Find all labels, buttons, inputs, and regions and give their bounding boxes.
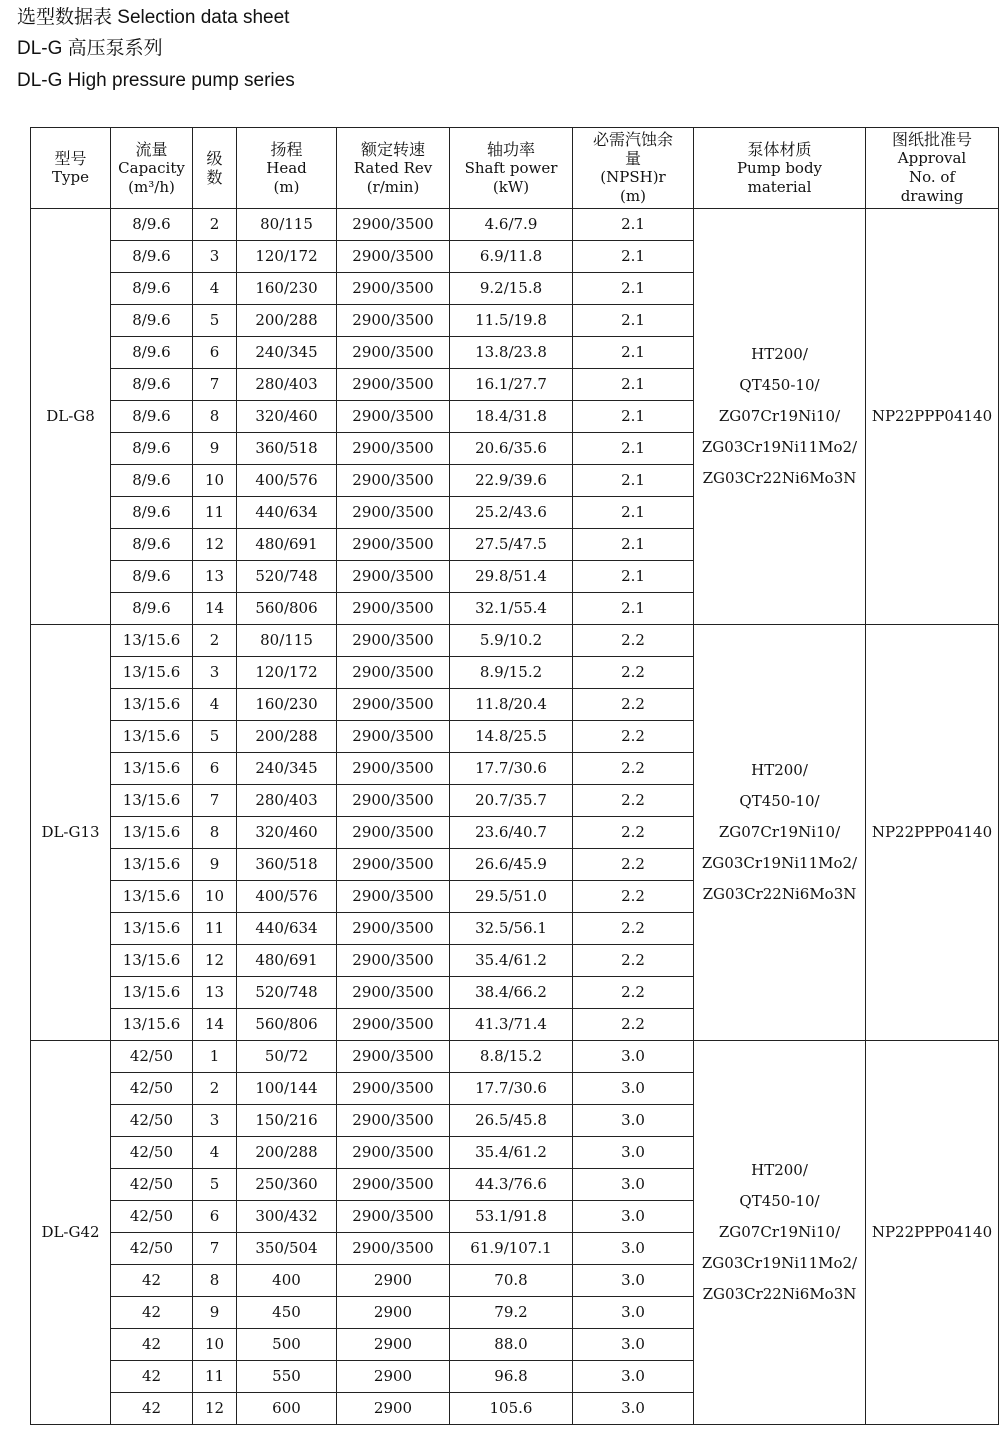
header-approval: 图纸批准号 Approval No. of drawing	[866, 128, 999, 209]
cell-npsh: 2.1	[573, 593, 694, 625]
cell-capacity: 13/15.6	[111, 657, 193, 689]
cell-head: 480/691	[237, 945, 337, 977]
cell-capacity: 13/15.6	[111, 945, 193, 977]
cell-rated-rev: 2900/3500	[337, 593, 450, 625]
cell-shaft-power: 9.2/15.8	[450, 273, 573, 305]
cell-capacity: 8/9.6	[111, 497, 193, 529]
cell-capacity: 8/9.6	[111, 593, 193, 625]
table-row	[31, 625, 999, 657]
sheet-title: 选型数据表 Selection data sheet	[17, 7, 290, 28]
cell-shaft-power: 35.4/61.2	[450, 1137, 573, 1169]
material-line: ZG07Cr19Ni10/	[718, 1223, 841, 1241]
cell-npsh: 2.1	[573, 337, 694, 369]
cell-material	[694, 1041, 866, 1425]
cell-head: 520/748	[237, 977, 337, 1009]
cell-head: 360/518	[237, 849, 337, 881]
cell-npsh: 2.1	[573, 529, 694, 561]
cell-npsh: 2.1	[573, 401, 694, 433]
cell-head: 120/172	[237, 241, 337, 273]
cell-shaft-power: 41.3/71.4	[450, 1009, 573, 1041]
cell-head: 250/360	[237, 1169, 337, 1201]
cell-head: 200/288	[237, 1137, 337, 1169]
cell-rated-rev: 2900/3500	[337, 625, 450, 657]
material-line: ZG03Cr22Ni6Mo3N	[702, 885, 857, 903]
cell-head: 300/432	[237, 1201, 337, 1233]
cell-stages: 12	[193, 945, 237, 977]
cell-rated-rev: 2900/3500	[337, 689, 450, 721]
header-type: 型号 Type	[31, 128, 111, 209]
cell-stages: 9	[193, 849, 237, 881]
cell-capacity: 8/9.6	[111, 209, 193, 241]
cell-rated-rev: 2900/3500	[337, 273, 450, 305]
cell-head: 360/518	[237, 433, 337, 465]
cell-capacity: 8/9.6	[111, 273, 193, 305]
cell-npsh: 2.1	[573, 369, 694, 401]
material-line: HT200/	[751, 761, 808, 779]
cell-shaft-power: 13.8/23.8	[450, 337, 573, 369]
cell-stages: 2	[193, 1073, 237, 1105]
cell-shaft-power: 79.2	[450, 1297, 573, 1329]
cell-type: DL-G8	[31, 209, 111, 625]
cell-capacity: 8/9.6	[111, 433, 193, 465]
cell-rated-rev: 2900/3500	[337, 209, 450, 241]
cell-npsh: 2.2	[573, 977, 694, 1009]
cell-shaft-power: 14.8/25.5	[450, 721, 573, 753]
cell-rated-rev: 2900/3500	[337, 433, 450, 465]
cell-capacity: 8/9.6	[111, 529, 193, 561]
cell-npsh: 3.0	[573, 1137, 694, 1169]
cell-rated-rev: 2900/3500	[337, 1201, 450, 1233]
cell-npsh: 2.2	[573, 1009, 694, 1041]
cell-rated-rev: 2900/3500	[337, 945, 450, 977]
cell-shaft-power: 26.6/45.9	[450, 849, 573, 881]
cell-capacity: 8/9.6	[111, 369, 193, 401]
cell-npsh: 2.1	[573, 241, 694, 273]
material-line: ZG07Cr19Ni10/	[718, 823, 841, 841]
cell-head: 150/216	[237, 1105, 337, 1137]
header-head: 扬程 Head (m)	[237, 128, 337, 209]
cell-stages: 8	[193, 401, 237, 433]
cell-rated-rev: 2900/3500	[337, 1073, 450, 1105]
cell-head: 520/748	[237, 561, 337, 593]
cell-rated-rev: 2900/3500	[337, 305, 450, 337]
series-title-en: DL-G High pressure pump series	[17, 70, 295, 91]
cell-capacity: 13/15.6	[111, 817, 193, 849]
cell-shaft-power: 8.8/15.2	[450, 1041, 573, 1073]
cell-head: 80/115	[237, 625, 337, 657]
cell-npsh: 3.0	[573, 1297, 694, 1329]
cell-head: 440/634	[237, 913, 337, 945]
cell-stages: 12	[193, 1393, 237, 1425]
cell-rated-rev: 2900	[337, 1393, 450, 1425]
cell-head: 350/504	[237, 1233, 337, 1265]
cell-capacity: 42	[111, 1393, 193, 1425]
cell-rated-rev: 2900/3500	[337, 1169, 450, 1201]
cell-shaft-power: 22.9/39.6	[450, 465, 573, 497]
cell-stages: 7	[193, 785, 237, 817]
cell-shaft-power: 25.2/43.6	[450, 497, 573, 529]
cell-head: 480/691	[237, 529, 337, 561]
cell-material	[694, 209, 866, 625]
cell-head: 160/230	[237, 689, 337, 721]
cell-npsh: 3.0	[573, 1201, 694, 1233]
cell-rated-rev: 2900/3500	[337, 1009, 450, 1041]
cell-shaft-power: 5.9/10.2	[450, 625, 573, 657]
cell-shaft-power: 88.0	[450, 1329, 573, 1361]
cell-head: 120/172	[237, 657, 337, 689]
cell-capacity: 8/9.6	[111, 241, 193, 273]
cell-capacity: 8/9.6	[111, 561, 193, 593]
cell-rated-rev: 2900	[337, 1329, 450, 1361]
cell-stages: 5	[193, 721, 237, 753]
cell-shaft-power: 20.7/35.7	[450, 785, 573, 817]
cell-shaft-power: 17.7/30.6	[450, 1073, 573, 1105]
cell-head: 400/576	[237, 881, 337, 913]
cell-stages: 4	[193, 1137, 237, 1169]
cell-stages: 4	[193, 273, 237, 305]
cell-type: DL-G42	[31, 1041, 111, 1425]
cell-stages: 8	[193, 817, 237, 849]
cell-head: 320/460	[237, 817, 337, 849]
cell-stages: 1	[193, 1041, 237, 1073]
cell-stages: 3	[193, 657, 237, 689]
selection-data-table	[30, 127, 999, 1425]
cell-capacity: 13/15.6	[111, 881, 193, 913]
cell-npsh: 2.2	[573, 625, 694, 657]
cell-capacity: 13/15.6	[111, 625, 193, 657]
cell-approval: NP22PPP04140	[866, 1041, 999, 1425]
cell-rated-rev: 2900/3500	[337, 241, 450, 273]
header-material: 泵体材质 Pump body material	[694, 128, 866, 209]
cell-capacity: 13/15.6	[111, 753, 193, 785]
cell-stages: 3	[193, 241, 237, 273]
cell-capacity: 42/50	[111, 1201, 193, 1233]
cell-stages: 5	[193, 1169, 237, 1201]
cell-shaft-power: 4.6/7.9	[450, 209, 573, 241]
cell-capacity: 42/50	[111, 1137, 193, 1169]
material-line: QT450-10/	[739, 1192, 820, 1210]
cell-head: 400	[237, 1265, 337, 1297]
cell-head: 100/144	[237, 1073, 337, 1105]
cell-npsh: 2.2	[573, 817, 694, 849]
header-rated-rev: 额定转速 Rated Rev (r/min)	[337, 128, 450, 209]
cell-head: 560/806	[237, 593, 337, 625]
cell-rated-rev: 2900/3500	[337, 497, 450, 529]
cell-npsh: 2.1	[573, 209, 694, 241]
cell-stages: 6	[193, 337, 237, 369]
cell-head: 200/288	[237, 305, 337, 337]
cell-capacity: 8/9.6	[111, 465, 193, 497]
cell-shaft-power: 20.6/35.6	[450, 433, 573, 465]
cell-rated-rev: 2900/3500	[337, 561, 450, 593]
cell-capacity: 42/50	[111, 1041, 193, 1073]
cell-stages: 10	[193, 1329, 237, 1361]
cell-rated-rev: 2900/3500	[337, 977, 450, 1009]
cell-shaft-power: 53.1/91.8	[450, 1201, 573, 1233]
cell-shaft-power: 8.9/15.2	[450, 657, 573, 689]
cell-rated-rev: 2900/3500	[337, 913, 450, 945]
cell-npsh: 2.1	[573, 273, 694, 305]
cell-rated-rev: 2900/3500	[337, 1041, 450, 1073]
cell-npsh: 2.1	[573, 433, 694, 465]
cell-npsh: 3.0	[573, 1361, 694, 1393]
cell-capacity: 42	[111, 1361, 193, 1393]
cell-stages: 10	[193, 881, 237, 913]
cell-stages: 14	[193, 1009, 237, 1041]
cell-shaft-power: 27.5/47.5	[450, 529, 573, 561]
cell-shaft-power: 26.5/45.8	[450, 1105, 573, 1137]
cell-head: 280/403	[237, 369, 337, 401]
cell-head: 400/576	[237, 465, 337, 497]
cell-shaft-power: 11.8/20.4	[450, 689, 573, 721]
cell-capacity: 13/15.6	[111, 785, 193, 817]
material-line: QT450-10/	[739, 376, 820, 394]
cell-approval: NP22PPP04140	[866, 209, 999, 625]
cell-stages: 6	[193, 1201, 237, 1233]
cell-stages: 2	[193, 209, 237, 241]
cell-shaft-power: 96.8	[450, 1361, 573, 1393]
cell-shaft-power: 18.4/31.8	[450, 401, 573, 433]
cell-capacity: 8/9.6	[111, 305, 193, 337]
cell-npsh: 2.2	[573, 689, 694, 721]
cell-npsh: 2.1	[573, 561, 694, 593]
cell-head: 600	[237, 1393, 337, 1425]
cell-npsh: 3.0	[573, 1169, 694, 1201]
material-line: HT200/	[751, 1161, 808, 1179]
material-line: ZG03Cr19Ni11Mo2/	[701, 854, 858, 872]
cell-type: DL-G13	[31, 625, 111, 1041]
cell-capacity: 42	[111, 1265, 193, 1297]
cell-rated-rev: 2900/3500	[337, 1233, 450, 1265]
cell-npsh: 3.0	[573, 1073, 694, 1105]
cell-head: 280/403	[237, 785, 337, 817]
cell-stages: 6	[193, 753, 237, 785]
material-line: HT200/	[751, 345, 808, 363]
cell-capacity: 42/50	[111, 1073, 193, 1105]
cell-stages: 8	[193, 1265, 237, 1297]
cell-rated-rev: 2900/3500	[337, 337, 450, 369]
cell-rated-rev: 2900	[337, 1297, 450, 1329]
cell-capacity: 8/9.6	[111, 337, 193, 369]
cell-rated-rev: 2900/3500	[337, 753, 450, 785]
cell-npsh: 2.2	[573, 721, 694, 753]
cell-capacity: 42/50	[111, 1105, 193, 1137]
cell-head: 500	[237, 1329, 337, 1361]
header-capacity: 流量 Capacity (m³/h)	[111, 128, 193, 209]
cell-rated-rev: 2900/3500	[337, 785, 450, 817]
cell-shaft-power: 35.4/61.2	[450, 945, 573, 977]
cell-stages: 9	[193, 1297, 237, 1329]
series-title-zh: DL-G 高压泵系列	[17, 38, 163, 59]
cell-shaft-power: 29.8/51.4	[450, 561, 573, 593]
cell-npsh: 2.2	[573, 881, 694, 913]
cell-npsh: 2.2	[573, 657, 694, 689]
cell-shaft-power: 70.8	[450, 1265, 573, 1297]
cell-npsh: 2.2	[573, 785, 694, 817]
cell-stages: 11	[193, 497, 237, 529]
cell-head: 450	[237, 1297, 337, 1329]
cell-stages: 11	[193, 913, 237, 945]
cell-head: 200/288	[237, 721, 337, 753]
cell-head: 550	[237, 1361, 337, 1393]
cell-capacity: 42	[111, 1297, 193, 1329]
header-npsh: 必需汽蚀余 量 (NPSH)r (m)	[573, 128, 694, 209]
cell-head: 240/345	[237, 337, 337, 369]
cell-head: 560/806	[237, 1009, 337, 1041]
cell-rated-rev: 2900/3500	[337, 881, 450, 913]
material-line: ZG03Cr22Ni6Mo3N	[702, 1285, 857, 1303]
cell-stages: 2	[193, 625, 237, 657]
cell-rated-rev: 2900	[337, 1265, 450, 1297]
cell-rated-rev: 2900/3500	[337, 849, 450, 881]
cell-stages: 14	[193, 593, 237, 625]
cell-shaft-power: 105.6	[450, 1393, 573, 1425]
cell-npsh: 3.0	[573, 1233, 694, 1265]
cell-stages: 7	[193, 369, 237, 401]
cell-npsh: 3.0	[573, 1265, 694, 1297]
cell-npsh: 2.2	[573, 913, 694, 945]
cell-rated-rev: 2900/3500	[337, 721, 450, 753]
header-shaft-power: 轴功率 Shaft power (kW)	[450, 128, 573, 209]
cell-rated-rev: 2900/3500	[337, 1105, 450, 1137]
cell-stages: 11	[193, 1361, 237, 1393]
cell-material	[694, 625, 866, 1041]
cell-npsh: 3.0	[573, 1105, 694, 1137]
cell-shaft-power: 32.5/56.1	[450, 913, 573, 945]
cell-shaft-power: 6.9/11.8	[450, 241, 573, 273]
table-row	[31, 1041, 999, 1073]
cell-shaft-power: 23.6/40.7	[450, 817, 573, 849]
cell-rated-rev: 2900/3500	[337, 369, 450, 401]
cell-npsh: 2.1	[573, 497, 694, 529]
table-row	[31, 209, 999, 241]
material-line: QT450-10/	[739, 792, 820, 810]
cell-stages: 5	[193, 305, 237, 337]
cell-rated-rev: 2900/3500	[337, 465, 450, 497]
cell-npsh: 3.0	[573, 1041, 694, 1073]
material-line: ZG07Cr19Ni10/	[718, 407, 841, 425]
cell-npsh: 2.2	[573, 945, 694, 977]
header-row	[31, 128, 999, 209]
cell-capacity: 42/50	[111, 1169, 193, 1201]
table-body	[31, 209, 999, 1425]
cell-shaft-power: 17.7/30.6	[450, 753, 573, 785]
cell-npsh: 2.1	[573, 305, 694, 337]
cell-capacity: 13/15.6	[111, 977, 193, 1009]
cell-npsh: 2.2	[573, 849, 694, 881]
cell-rated-rev: 2900	[337, 1361, 450, 1393]
cell-stages: 13	[193, 977, 237, 1009]
cell-shaft-power: 16.1/27.7	[450, 369, 573, 401]
cell-head: 50/72	[237, 1041, 337, 1073]
cell-capacity: 13/15.6	[111, 721, 193, 753]
cell-shaft-power: 44.3/76.6	[450, 1169, 573, 1201]
cell-rated-rev: 2900/3500	[337, 401, 450, 433]
cell-capacity: 13/15.6	[111, 689, 193, 721]
cell-capacity: 13/15.6	[111, 849, 193, 881]
cell-shaft-power: 11.5/19.8	[450, 305, 573, 337]
cell-npsh: 2.2	[573, 753, 694, 785]
cell-head: 80/115	[237, 209, 337, 241]
cell-head: 160/230	[237, 273, 337, 305]
cell-stages: 10	[193, 465, 237, 497]
cell-head: 440/634	[237, 497, 337, 529]
cell-stages: 4	[193, 689, 237, 721]
cell-capacity: 13/15.6	[111, 913, 193, 945]
material-line: ZG03Cr19Ni11Mo2/	[701, 438, 858, 456]
material-line: ZG03Cr19Ni11Mo2/	[701, 1254, 858, 1272]
cell-rated-rev: 2900/3500	[337, 817, 450, 849]
cell-npsh: 3.0	[573, 1393, 694, 1425]
cell-capacity: 42/50	[111, 1233, 193, 1265]
cell-stages: 9	[193, 433, 237, 465]
cell-capacity: 13/15.6	[111, 1009, 193, 1041]
cell-shaft-power: 32.1/55.4	[450, 593, 573, 625]
cell-approval: NP22PPP04140	[866, 625, 999, 1041]
material-line: ZG03Cr22Ni6Mo3N	[702, 469, 857, 487]
cell-npsh: 3.0	[573, 1329, 694, 1361]
cell-rated-rev: 2900/3500	[337, 529, 450, 561]
cell-capacity: 8/9.6	[111, 401, 193, 433]
cell-rated-rev: 2900/3500	[337, 657, 450, 689]
cell-stages: 12	[193, 529, 237, 561]
header-stages: 级 数	[193, 128, 237, 209]
cell-capacity: 42	[111, 1329, 193, 1361]
cell-shaft-power: 29.5/51.0	[450, 881, 573, 913]
cell-stages: 13	[193, 561, 237, 593]
cell-npsh: 2.1	[573, 465, 694, 497]
cell-shaft-power: 38.4/66.2	[450, 977, 573, 1009]
cell-head: 320/460	[237, 401, 337, 433]
cell-stages: 3	[193, 1105, 237, 1137]
cell-head: 240/345	[237, 753, 337, 785]
cell-stages: 7	[193, 1233, 237, 1265]
cell-shaft-power: 61.9/107.1	[450, 1233, 573, 1265]
cell-rated-rev: 2900/3500	[337, 1137, 450, 1169]
